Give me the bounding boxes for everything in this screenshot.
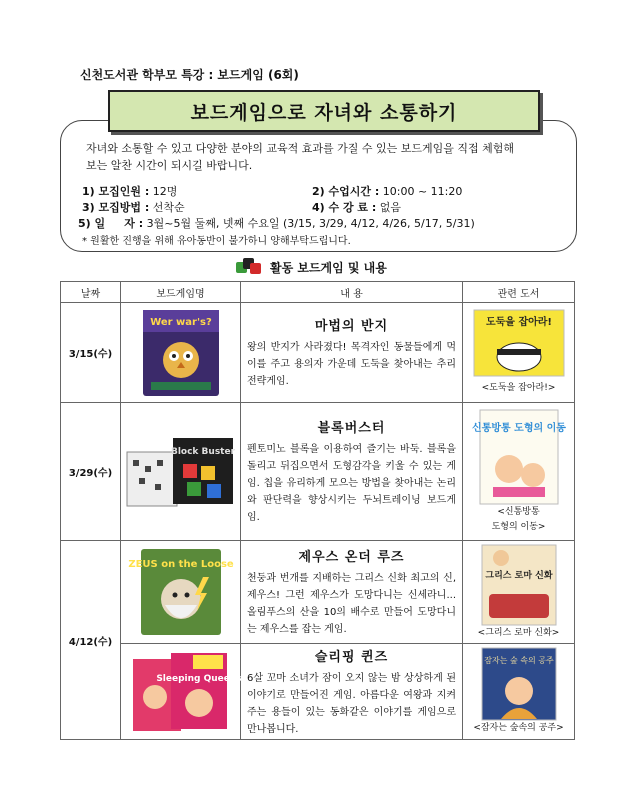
row-date: 4/12(수) <box>61 541 121 740</box>
col-content: 내 용 <box>241 282 463 303</box>
info-recruit-method <box>82 199 185 215</box>
book-cover-image <box>481 647 557 721</box>
game-box-image <box>127 547 234 637</box>
game-box-title: Block Buster <box>170 446 235 457</box>
row-date: 3/29(수) <box>61 403 121 541</box>
book-cell <box>463 644 575 740</box>
info-class-time <box>312 183 462 199</box>
fee-value: 없음 <box>379 201 402 214</box>
activities-table <box>60 281 575 740</box>
dates-label: 5) 일 자 : <box>78 217 144 230</box>
book-cell <box>463 303 575 403</box>
game-box-image <box>131 651 242 733</box>
col-date: 날짜 <box>61 282 121 303</box>
book-cover-title: 도둑을 잡아라! <box>485 317 552 328</box>
game-description: 왕의 반지가 사라졌다! 목격자인 동물들에게 먹이를 주고 용의자 가운데 도둑을 찾아내는 추리 전략게임. <box>247 342 456 387</box>
game-content <box>241 403 463 541</box>
book-cell <box>463 403 575 541</box>
dates-value: 3월~5월 둘째, 넷째 수요일 (3/15, 3/29, 4/12, 4/26, 5/17, 5/31) <box>146 217 475 230</box>
game-title: 블록버스터 <box>317 421 386 436</box>
game-image <box>121 644 241 740</box>
game-title: 제우스 온더 루즈 <box>298 550 405 565</box>
page-subtitle: 신천도서관 학부모 특강 : 보드게임 (6회) <box>80 68 299 82</box>
intro-text: 자녀와 소통할 수 있고 다양한 분야의 교육적 효과를 가질 수 있는 보드게임을 직접 체험해 보는 알찬 시간이 되시길 바랍니다. <box>86 142 514 172</box>
class-time-value: 10:00 ~ 11:20 <box>382 185 463 198</box>
book-cover-image <box>473 309 565 377</box>
book-caption-2: 도형의 이동> <box>491 521 546 532</box>
recruit-method-value: 선착순 <box>152 201 185 214</box>
game-box-title: Sleeping Queens <box>155 673 242 684</box>
book-caption: <그리스 로마 신화> <box>477 627 560 638</box>
activities-heading-text: 활동 보드게임 및 내용 <box>270 260 387 275</box>
info-note: * 원활한 진행을 위해 유아동반이 불가하니 양해부탁드립니다. <box>82 236 351 247</box>
book-caption: <신통방통 <box>497 506 540 517</box>
page-title: 보드게임으로 자녀와 소통하기 <box>108 90 540 132</box>
game-content <box>241 644 463 740</box>
book-cover-image <box>471 409 566 505</box>
book-cover-image <box>481 544 557 626</box>
book-caption: <잠자는 숲속의 공주> <box>473 723 564 733</box>
fee-label: 4) 수 강 료 : <box>312 201 377 214</box>
info-recruit-count <box>82 183 177 199</box>
book-cover-title: 잠자는 숲 속의 공주 <box>483 656 554 665</box>
dice-icon <box>236 258 262 276</box>
info-fee <box>312 199 401 215</box>
game-title: 슬리핑 퀸즈 <box>314 649 389 665</box>
book-cover-title: 신통방통 도형의 이동 <box>471 422 566 434</box>
table-row <box>61 403 575 541</box>
book-cell <box>463 541 575 644</box>
game-box-image <box>141 308 221 398</box>
table-row <box>61 541 575 644</box>
game-image <box>121 403 241 541</box>
book-cover-title: 그리스 로마 신화 <box>484 570 553 581</box>
recruit-count-label: 1) 모집인원 : <box>82 185 150 198</box>
game-content <box>241 303 463 403</box>
game-description: 펜토미노 블록을 이용하여 즐기는 바둑. 블록을 돌리고 뒤집으면서 도형감각을 키울 수 있는 게임. 칩을 유리하게 모으는 방법을 찾아내는 논리와 판단력을 향상시키는 두뇌트레이닝 보드게임. <box>247 444 456 523</box>
col-book: 관련 도서 <box>463 282 575 303</box>
recruit-count-value: 12명 <box>152 185 178 198</box>
game-description: 천둥과 번개를 지배하는 그리스 신화 최고의 신, 제우스! 그런 제우스가 도망다니는 신세라니... 올림푸스의 산을 10의 배수로 만들어 도망다니는 제우스를 잡는 게임. <box>247 573 456 635</box>
game-content <box>241 541 463 644</box>
book-caption: <도둑을 잡아라!> <box>481 383 556 393</box>
recruit-method-label: 3) 모집방법 : <box>82 201 150 214</box>
game-image <box>121 303 241 403</box>
game-box-title: Wer war's? <box>149 316 212 328</box>
row-date: 3/15(수) <box>61 303 121 403</box>
game-box-title: ZEUS on the Loose <box>127 559 234 570</box>
table-header-row <box>61 282 575 303</box>
table-row <box>61 303 575 403</box>
info-dates <box>78 215 475 231</box>
game-description: 6살 꼬마 소녀가 잠이 오지 않는 밤 상상하게 된 이야기로 만들어진 게임. 아름다운 여왕과 지켜주는 용들이 있는 동화같은 이야기를 게임으로 만나봅니다. <box>247 672 456 735</box>
class-time-label: 2) 수업시간 : <box>312 185 380 198</box>
table-row <box>61 644 575 740</box>
activities-heading <box>236 258 387 276</box>
game-box-image <box>125 432 237 512</box>
game-image <box>121 541 241 644</box>
game-title: 마법의 반지 <box>314 319 389 334</box>
col-game: 보드게임명 <box>121 282 241 303</box>
